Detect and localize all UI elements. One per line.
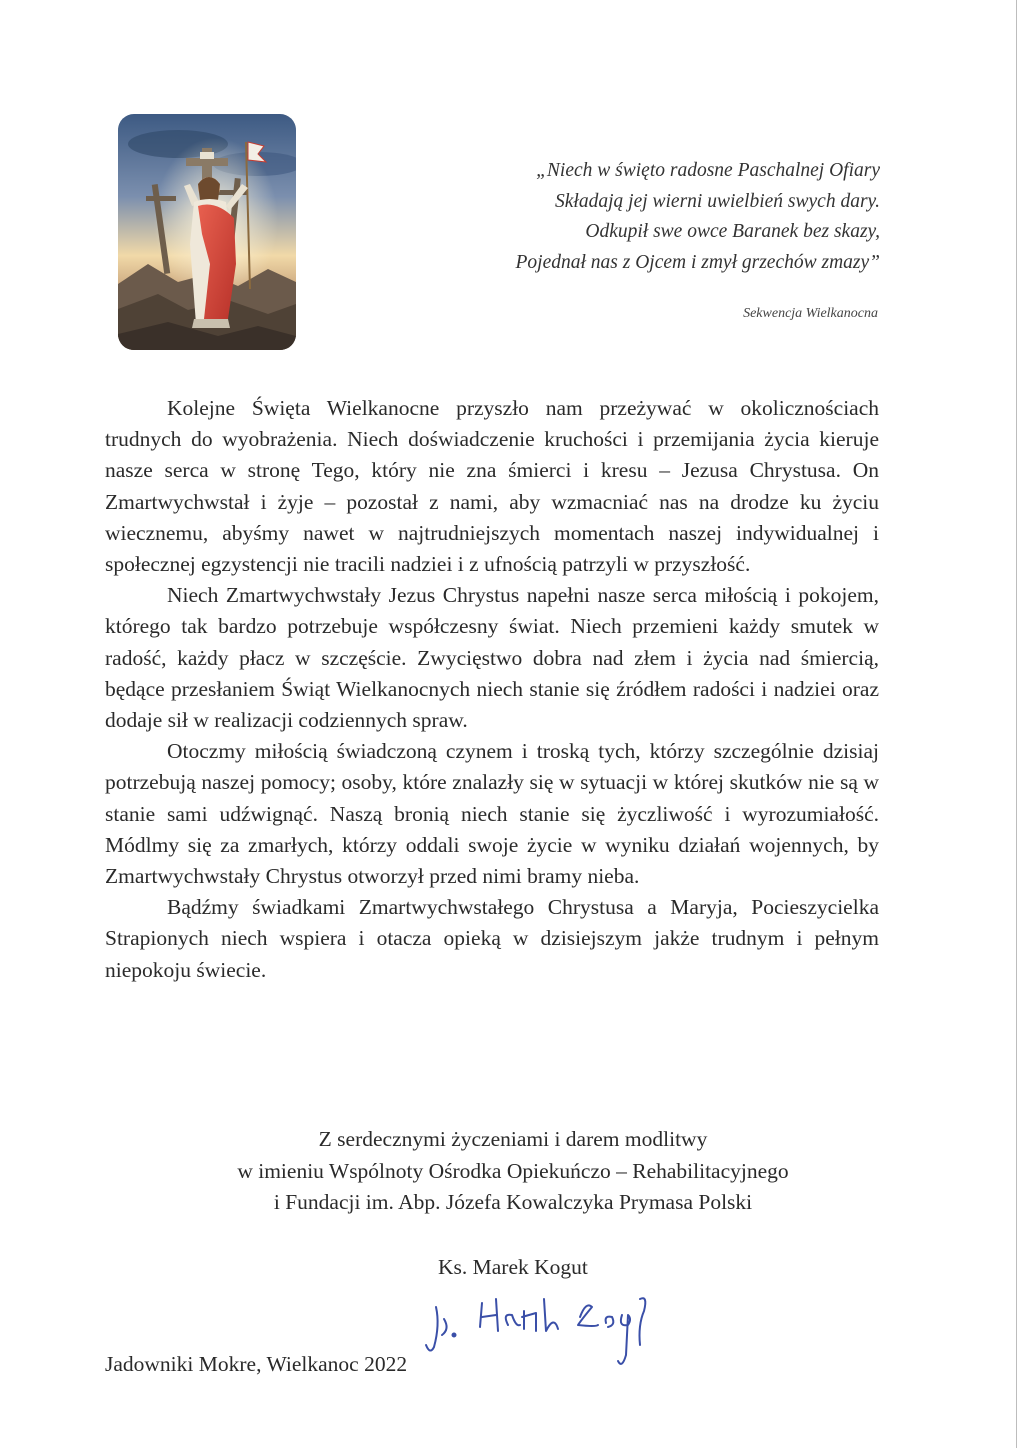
body-paragraph: Kolejne Święta Wielkanocne przyszło nam przeżywać w okolicznościach trudnych do wyobrażenia. Niech doświadczenie kruchości i przemijania życia kieruje nasze serca w stronę Tego, który nie zna śmierci i kresu – Jezusa Chrystusa. On Zmartwychwstał i żyje – pozostał z nami, aby wzmacniać nas na drodze ku życiu wiecznemu, abyśmy nawet w najtrudniejszych momentach naszej indywidualnej i społecznej egzystencji nie tracili nadziei i z ufnością patrzyli w przyszłość. <box>105 396 879 577</box>
quote-line: Pojednał nas z Ojcem i zmył grzechów zmazy” <box>515 251 880 273</box>
closing-line: Z serdecznymi życzeniami i darem modlitwy <box>318 1127 708 1151</box>
quote-line: Odkupił swe owce Baranek bez skazy, <box>585 221 880 242</box>
body-paragraph: Niech Zmartwychwstały Jezus Chrystus napełni nasze serca miłością i pokojem, którego tak bardzo potrzebuje współczesny świat. Niech przemieni każdy smutek w radość, każdy płacz w szczęście. Zwycięstwo dobra nad złem i życia nad śmiercią, będące przesłaniem Świąt Wielkanocnych niech stanie się źródłem radości i nadziei oraz dodaje sił w realizacji codziennych spraw. <box>105 583 879 733</box>
body-paragraph: Bądźmy świadkami Zmartwychwstałego Chrystusa a Maryja, Pocieszycielka Strapionych niech wspiera i otacza opieką w dzisiejszym jakże trudnym i pełnym niepokoju świecie. <box>105 895 879 982</box>
body-paragraph: Otoczmy miłością świadczoną czynem i troską tych, którzy szczególnie dzisiaj potrzebują naszej pomocy; osoby, które znalazły się w sytuacji w której skutków nie są w stanie sami udźwignąć. Naszą bronią niech stanie się życzliwość i wyrozumiałość. Módlmy się za zmarłych, którzy oddali swoje życie w wyniku działań wojennych, by Zmartwychwstały Chrystus otworzył przed nimi bramy nieba. <box>105 739 879 889</box>
closing-greeting <box>105 1124 921 1219</box>
handwritten-signature <box>420 1285 660 1385</box>
quote-line: „Niech w święto radosne Paschalnej Ofiary <box>536 160 880 181</box>
place-and-date: Jadowniki Mokre, Wielkanoc 2022 <box>105 1352 408 1376</box>
signer-name: Ks. Marek Kogut <box>438 1255 588 1279</box>
resurrection-icon <box>118 114 296 350</box>
closing-line: w imieniu Wspólnoty Ośrodka Opiekuńczo – Rehabilitacyjnego <box>237 1158 789 1183</box>
resurrection-image <box>118 114 296 350</box>
letter-body <box>105 393 879 986</box>
easter-sequence-quote <box>440 156 880 278</box>
quote-line: Składają jej wierni uwielbień swych dary. <box>555 190 880 212</box>
quote-source: Sekwencja Wielkanocna <box>743 306 878 321</box>
page-edge <box>1016 0 1017 1448</box>
closing-line: i Fundacji im. Abp. Józefa Kowalczyka Prymasa Polski <box>273 1190 753 1214</box>
